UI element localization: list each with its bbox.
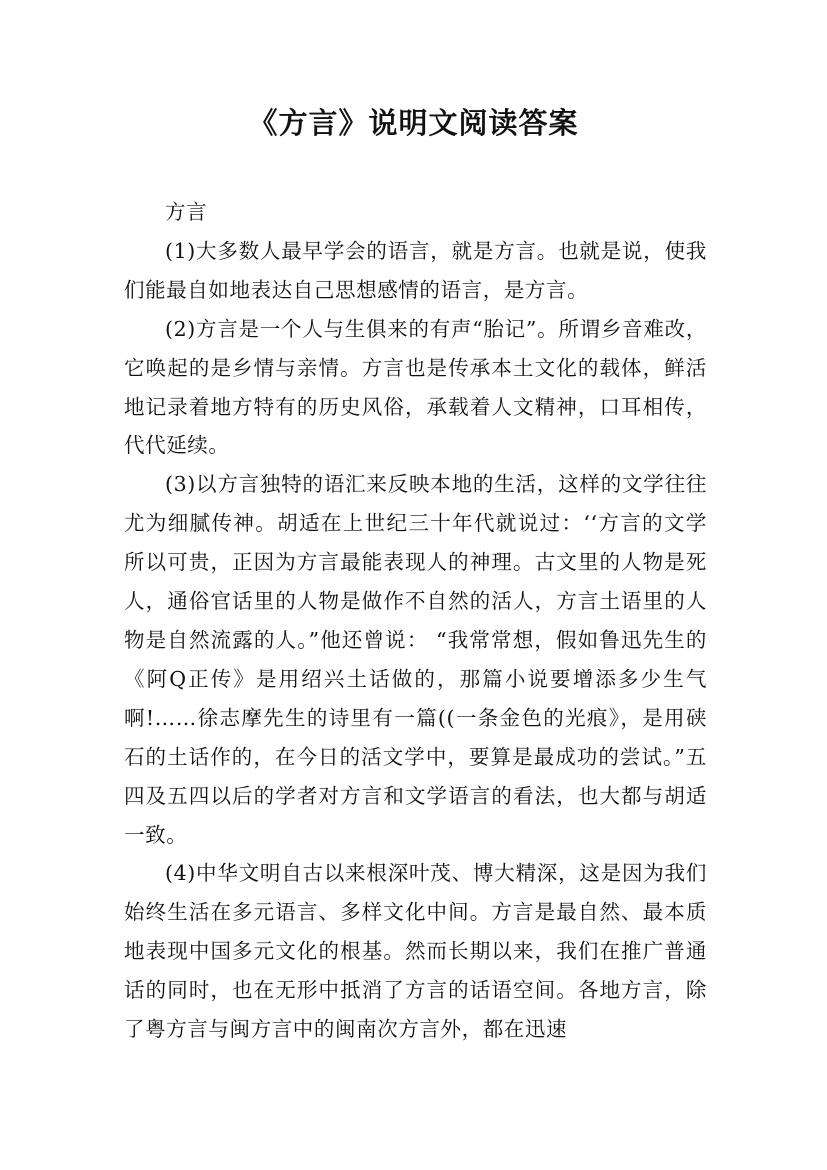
paragraph-3: (3)以方言独特的语汇来反映本地的生活，这样的文学往往尤为细腻传神。胡适在上世纪三十年代就说过：‘‘方言的文学所以可贵，正因为方言最能表现人的神理。古文里的人物是死人，通俗官话里的人物是做作不自然的活人，方言土语里的人物是自然流露的人。”他还曾说： “我常常想，假如鲁迅先生的《阿Q正传》是用绍兴土话做的，那篇小说要增添多少生气啊!……徐志摩先生的诗里有一篇((一条金色的光痕》，是用硖石的土话作的，在今日的活文学中，要算是最成功的尝试。”五四及五四以后的学者对方言和文学语言的看法，也大都与胡适一致。 (124, 472, 707, 847)
paragraph-1: (1)大多数人最早学会的语言，就是方言。也就是说，使我们能最自如地表达自己思想感情的语言，是方言。 (124, 238, 707, 302)
document-title: 《方言》说明文阅读答案 (248, 106, 579, 140)
paragraph-2: (2)方言是一个人与生俱来的有声“胎记”。所谓乡音难改，它唤起的是乡情与亲情。方言也是传承本土文化的载体，鲜活地记录着地方特有的历史风俗，承载着人文精神，口耳相传，代代延续。 (124, 316, 707, 458)
paragraph-4: (4)中华文明自古以来根深叶茂、博大精深，这是因为我们始终生活在多元语言、多样文化中间。方言是最自然、最本质地表现中国多元文化的根基。然而长期以来，我们在推广普通话的同时，也在无形中抵消了方言的话语空间。各地方言，除了粤方言与闽方言中的闽南次方言外，都在迅速 (124, 861, 707, 1042)
section-heading: 方言 (165, 200, 208, 224)
document-body (124, 193, 707, 1049)
